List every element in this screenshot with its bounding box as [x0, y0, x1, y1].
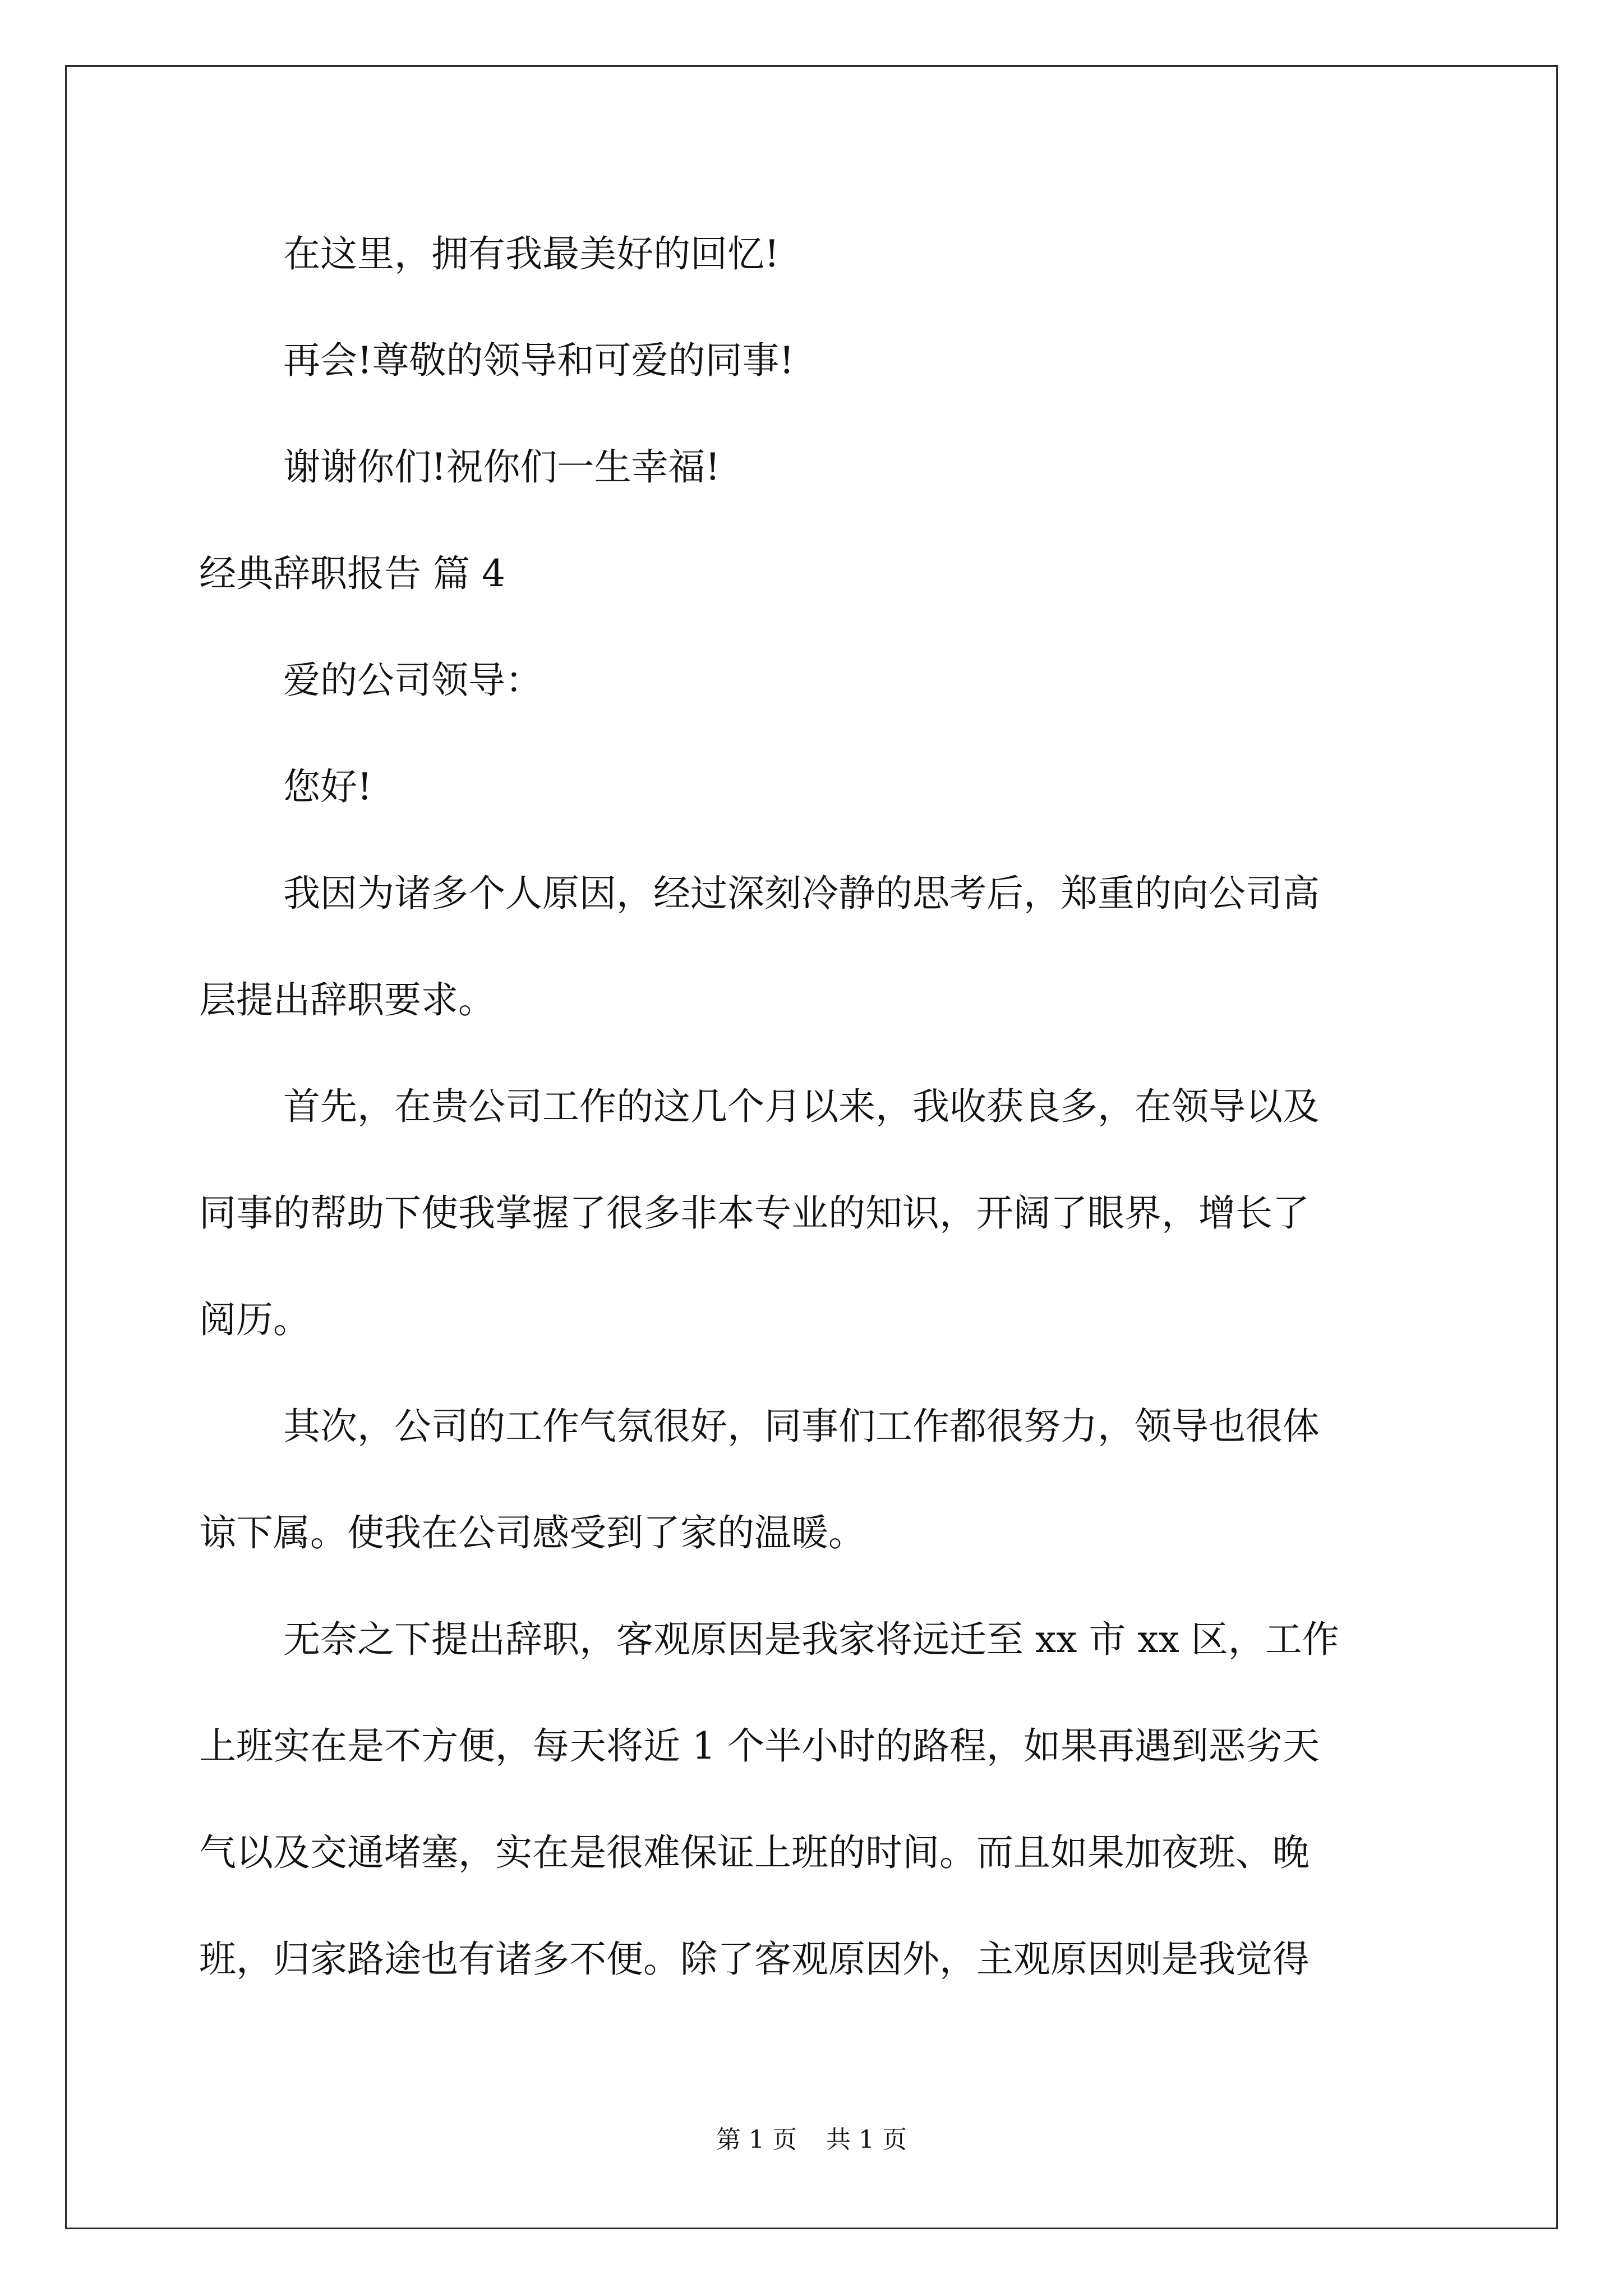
paragraph-line: 再会!尊敬的领导和可爱的同事!: [283, 339, 795, 382]
page-total: 共 1 页: [826, 2125, 907, 2154]
paragraph-line: 无奈之下提出辞职，客观原因是我家将远迁至 xx 市 xx 区，工作: [283, 1618, 1339, 1661]
paragraph-line: 我因为诸多个人原因，经过深刻冷静的思考后，郑重的向公司高: [283, 872, 1320, 915]
page-footer: [0, 2123, 1623, 2157]
page-border: [65, 65, 1558, 2229]
section-heading: 经典辞职报告 篇 4: [199, 552, 505, 595]
paragraph-line: 谅下属。使我在公司感受到了家的温暖。: [199, 1511, 865, 1554]
paragraph-line: 在这里，拥有我最美好的回忆!: [283, 232, 780, 275]
paragraph-line: 其次，公司的工作气氛很好，同事们工作都很努力，领导也很体: [283, 1405, 1320, 1448]
salutation: 爱的公司领导：: [283, 659, 542, 702]
page-number: 第 1 页: [716, 2125, 797, 2154]
paragraph-line: 班，归家路途也有诸多不便。除了客观原因外，主观原因则是我觉得: [199, 1938, 1310, 1981]
greeting: 您好!: [283, 765, 372, 808]
paragraph-line: 首先，在贵公司工作的这几个月以来，我收获良多，在领导以及: [283, 1085, 1320, 1128]
paragraph-line: 上班实在是不方便，每天将近 1 个半小时的路程，如果再遇到恶劣天: [199, 1724, 1320, 1768]
paragraph-line: 同事的帮助下使我掌握了很多非本专业的知识，开阔了眼界，增长了: [199, 1191, 1310, 1235]
paragraph-line: 层提出辞职要求。: [199, 978, 495, 1022]
paragraph-line: 阅历。: [199, 1298, 310, 1341]
paragraph-line: 气以及交通堵塞，实在是很难保证上班的时间。而且如果加夜班、晚: [199, 1831, 1310, 1874]
paragraph-line: 谢谢你们!祝你们一生幸福!: [283, 445, 721, 489]
